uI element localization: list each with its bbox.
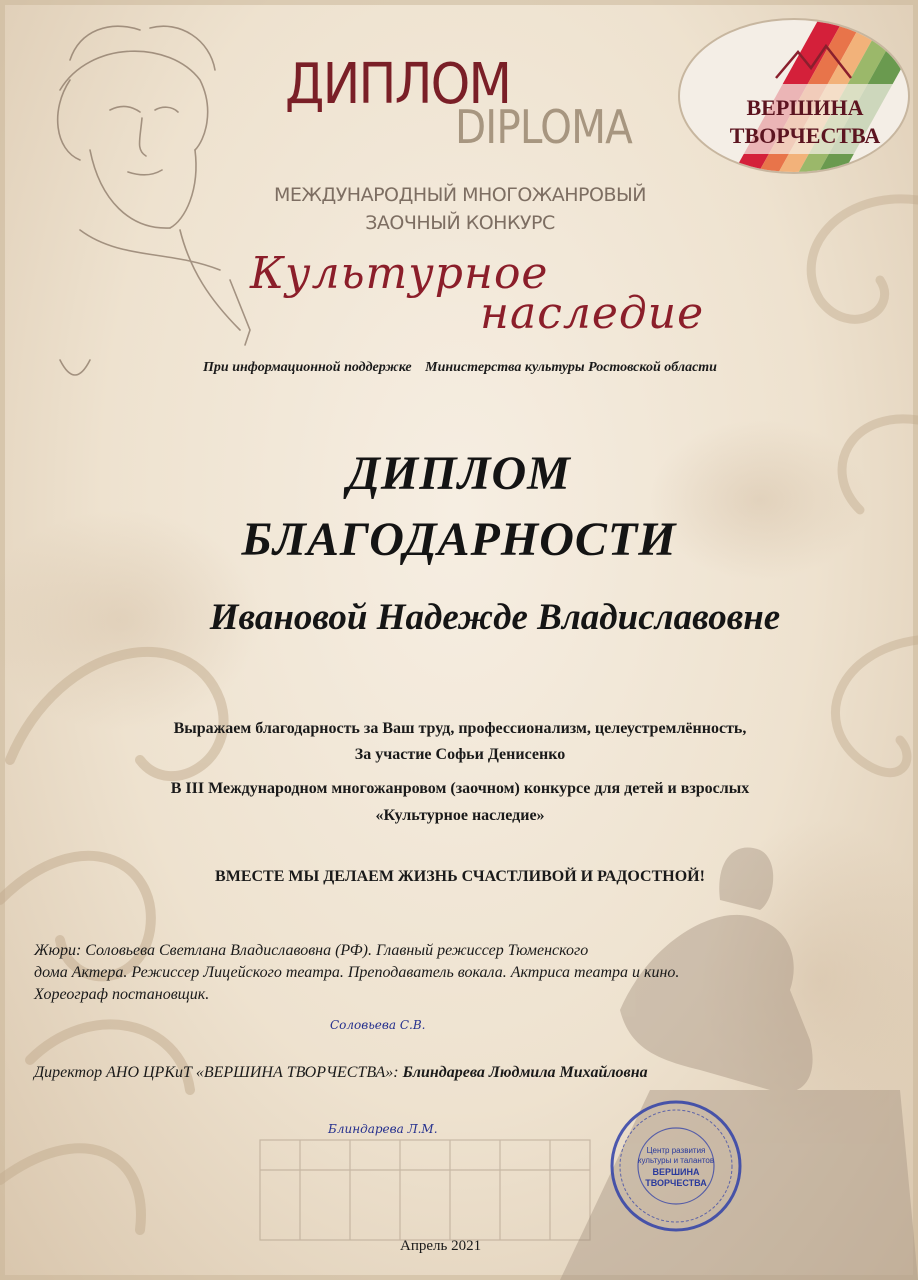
stamp-text-line4: ТВОРЧЕСТВА	[645, 1178, 707, 1188]
logo-text-line2: ТВОРЧЕСТВА	[729, 123, 881, 148]
body-line4: «Культурное наследие»	[375, 807, 545, 824]
diploma-title-en: DIPLOMA	[455, 100, 632, 154]
body-line1: Выражаем благодарность за Ваш труд, профессионализм, целеустремлённость,	[173, 720, 747, 737]
jury-block	[34, 940, 894, 1006]
jury-line3: Хореограф постановщик.	[34, 986, 210, 1003]
body-line3: В III Международном многожанровом (заочном) конкурсе для детей и взрослых	[170, 780, 750, 797]
director-signature: Блиндарева Л.М.	[328, 1122, 438, 1136]
body-line2: За участие Софьи Денисенко	[354, 746, 566, 763]
slogan: ВМЕСТЕ МЫ ДЕЛАЕМ ЖИЗНЬ СЧАСТЛИВОЙ И РАДОСТНОЙ!	[215, 868, 705, 885]
issue-date: Апрель 2021	[400, 1238, 482, 1254]
main-title-line1: ДИПЛОМ	[347, 447, 571, 500]
logo-text-line1: ВЕРШИНА	[746, 95, 864, 120]
support-organization: Министерства культуры Ростовской области	[425, 360, 717, 375]
director-name: Блиндарева Людмила Михайловна	[402, 1064, 648, 1081]
support-prefix: При информационной поддержке	[203, 360, 412, 375]
diploma-title-ru: ДИПЛОМ	[285, 52, 511, 117]
contest-type-line2: ЗАОЧНЫЙ КОНКУРС	[365, 212, 555, 234]
contest-type-line1: МЕЖДУНАРОДНЫЙ МНОГОЖАНРОВЫЙ	[274, 184, 646, 206]
jury-line1: Жюри: Соловьева Светлана Владиславовна (РФ). Главный режиссер Тюменского	[34, 942, 589, 959]
official-stamp	[608, 1098, 744, 1234]
contest-name-line2: наследие	[480, 288, 705, 339]
jury-signature: Соловьева С.В.	[330, 1018, 426, 1032]
main-title-line2: БЛАГОДАРНОСТИ	[241, 513, 677, 566]
director-line	[34, 1064, 648, 1082]
stamp-text-line3: ВЕРШИНА	[652, 1167, 700, 1177]
support-line	[100, 360, 820, 376]
director-label: Директор АНО ЦРКиТ «ВЕРШИНА ТВОРЧЕСТВА»:	[34, 1064, 399, 1081]
stamp-text-line1: Центр развития	[646, 1146, 706, 1155]
stamp-text-line2: культуры и талантов	[637, 1156, 715, 1165]
recipient-name: Ивановой Надежде Владиславовне	[209, 597, 781, 638]
jury-line2: дома Актера. Режиссер Лицейского театра. Преподаватель вокала. Актриса театра и кино.	[34, 964, 680, 981]
contest-name-line1: Культурное	[250, 248, 549, 299]
